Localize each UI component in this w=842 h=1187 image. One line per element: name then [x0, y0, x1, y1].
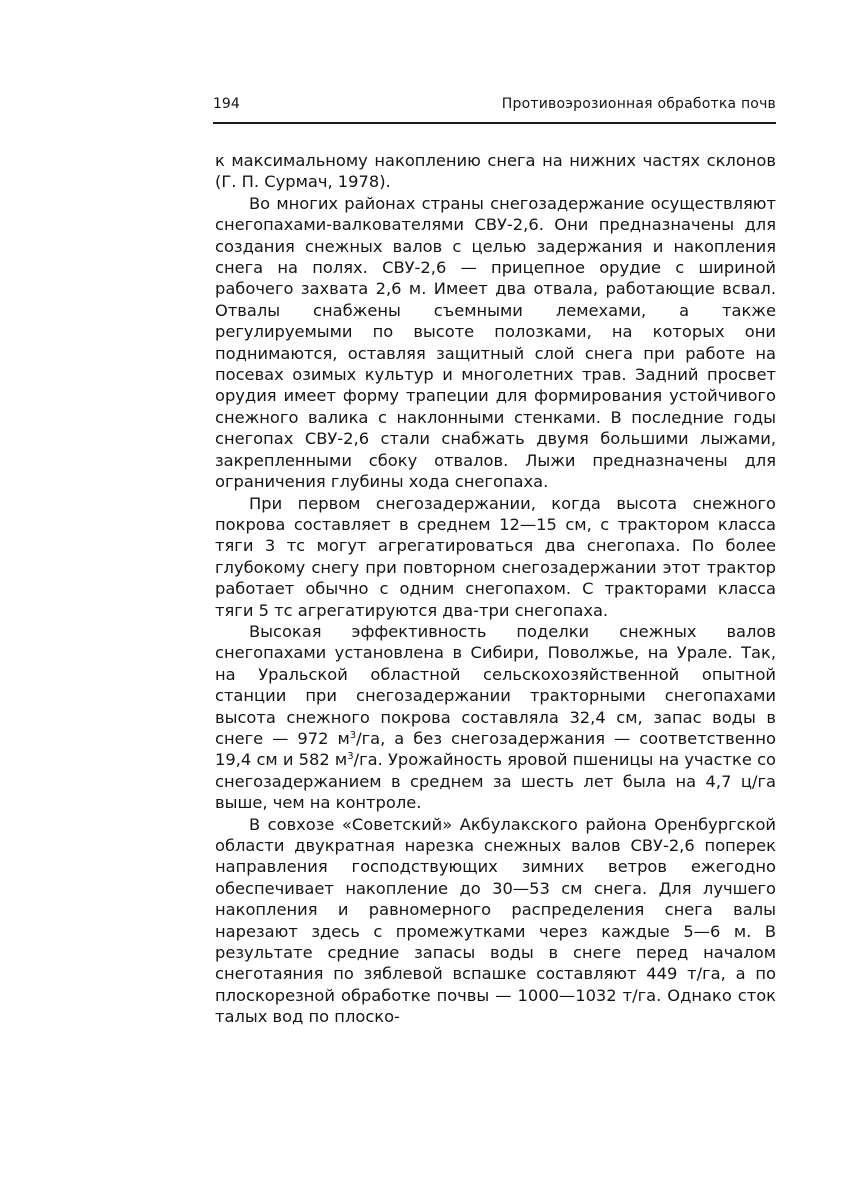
paragraph-efficiency-text-c: /га. Урожайность яровой пшеницы на участке со снегозадержанием в среднем за шесть лет была на 4,7 ц/га выше, чем на контроле.: [215, 750, 776, 813]
paragraph-continued: к максимальному накоплению снега на нижних частях склонов (Г. П. Сурмач, 1978).: [215, 151, 776, 192]
running-title: Противоэрозионная обработка почв: [501, 96, 776, 112]
paragraph-efficiency-text-a: Высокая эффективность поделки снежных валов снегопахами установлена в Сибири, Поволжье, на Урале. Так, на Уральской областной сельскохозяйственной опытной станции при снегозадержании тракторными снегопахами высота снежного покрова составляла 32,4 см, запас воды в снеге — 972 м: [215, 621, 776, 748]
paragraph-efficiency-text-b: /га, а без снегозадержания — соответственно 19,4 см и 582 м: [215, 728, 776, 770]
header-rule: [213, 122, 776, 124]
page-header: [213, 92, 776, 116]
paragraph-efficiency: [215, 621, 776, 814]
page-number: 194: [213, 96, 240, 112]
paragraph-snowplows: Во многих районах страны снегозадержание осуществляют снегопахами-валкователями СВУ-2,6. Они предназначены для создания снежных валов с целью задержания и накопления снега на полях. СВУ-2,6 — прицепное орудие с шириной рабочего захвата 2,6 м. Имеет два отвала, работающие всвал. Отвалы снабжены съемными лемехами, а также регулируемыми по высоте полозками, на которых они поднимаются, оставляя защитный слой снега при работе на посевах озимых культур и многолетних трав. Задний просвет орудия имеет форму трапеции для формирования устойчивого снежного валика с наклонными стенками. В последние годы снегопах СВУ-2,6 стали снабжать двумя большими лыжами, закрепленными сбоку отвалов. Лыжи предназначены для ограничения глубины хода снегопаха.: [215, 193, 776, 492]
paragraph-sovkhoz: В совхозе «Советский» Акбулакского района Оренбургской области двукратная нарезка снежных валов СВУ-2,6 поперек направления господствующих зимних ветров ежегодно обеспечивает накопление до 30—53 см снега. Для лучшего накопления и равномерного распределения снега валы нарезают здесь с промежутками через каждые 5—6 м. В результате средние запасы воды в снеге перед началом снеготаяния по зяблевой вспашке составляют 449 т/га, а по плоскорезной обработке почвы — 1000—1032 т/га. Однако сток талых вод по плоско-: [215, 814, 776, 1027]
paragraph-first-retention: При первом снегозадержании, когда высота снежного покрова составляет в среднем 12—15 см, с трактором класса тяги 3 тс могут агрегатироваться два снегопаха. По более глубокому снегу при повторном снегозадержании этот трактор работает обычно с одним снегопахом. С тракторами класса тяги 5 тс агрегатируются два-три снегопаха.: [215, 493, 776, 620]
superscript-cubic: 3: [347, 751, 354, 763]
body-text: [215, 150, 776, 1028]
superscript-cubic: 3: [349, 729, 357, 741]
